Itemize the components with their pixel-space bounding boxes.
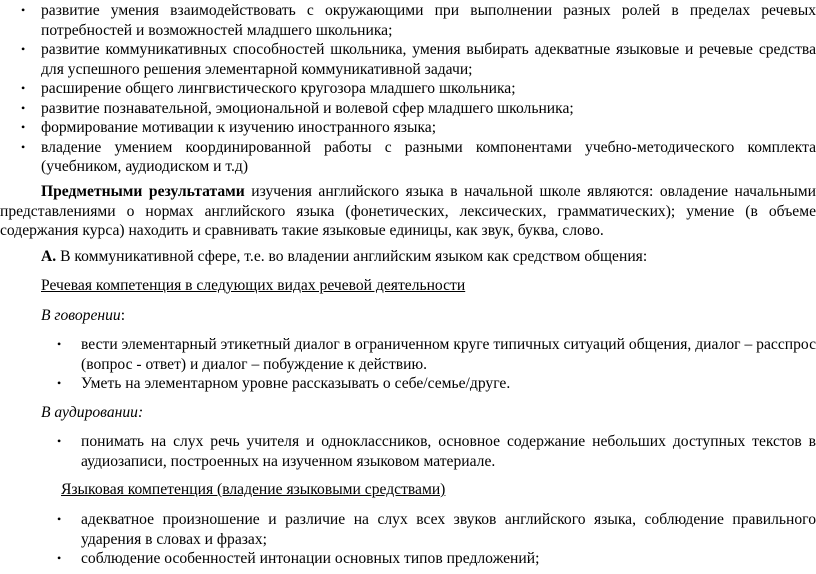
bullet-icon: • (21, 42, 26, 56)
objectives-list (0, 1, 816, 177)
speech-competence-heading: Речевая компетенция в следующих видах речевой деятельности (41, 277, 466, 294)
list-item: • понимать на слух речь учителя и одноклассников, основное содержание небольших доступных текстов в аудиозаписи, построенных на изученном языковом материале. (57, 433, 816, 470)
listening-heading: В аудировании: (41, 404, 144, 421)
subject-results-paragraph: Предметными результатами изучения английского языка в начальной школе являются: овладение начальными представлениями о нормах английского языка (фонетических, лексических, грамматических); умение (в объеме содержания курса) находить и сравнивать такие языковые единицы, как звук, буква, слово. (0, 183, 816, 239)
list-item: • расширение общего лингвистического кругозора младшего школьника; (21, 80, 516, 97)
listening-list (0, 432, 816, 471)
bullet-icon: • (21, 81, 26, 95)
bullet-icon: • (57, 337, 62, 351)
bullet-icon: • (21, 139, 26, 154)
list-item: • развитие познавательной, эмоциональной и волевой сфер младшего школьника; (21, 99, 574, 117)
list-item: • вести элементарный этикетный диалог в ограниченном круге типичных ситуаций общения, диалог – расспрос (вопрос - ответ) и диалог – побуждение к действию. (57, 336, 816, 373)
bullet-icon: • (21, 100, 26, 115)
list-item: • соблюдение особенностей интонации основных типов предложений; (57, 550, 540, 567)
language-competence-heading: Языковая компетенция (владение языковыми средствами) (61, 481, 446, 498)
section-a-line: А. В коммуникативной сфере, т.е. во владении английским языком как средством общения: (41, 248, 648, 265)
bullet-icon: • (21, 120, 26, 134)
bullet-icon: • (57, 551, 62, 565)
bullet-icon: • (57, 434, 62, 448)
list-item: • развитие умения взаимодействовать с окружающими при выполнении разных ролей в пределах речевых потребностей и возможностей младшего школьника; (21, 2, 816, 39)
bullet-icon: • (57, 376, 62, 390)
bullet-icon: • (57, 512, 62, 526)
list-item: • формирование мотивации к изучению иностранного языка; (21, 119, 437, 136)
list-item: • адекватное произношение и различие на слух всех звуков английского языка, соблюдение правильного ударения в словах и фразах; (57, 511, 816, 548)
list-item: • владение умением координированной работы с разными компонентами учебно-методического комплекта (учебником, аудиодиском и т.д) (21, 138, 816, 175)
list-item: • Уметь на элементарном уровне рассказывать о себе/семье/друге. (57, 375, 511, 392)
language-list (0, 510, 816, 569)
list-item: • развитие коммуникативных способностей школьника, умения выбирать адекватные языковые и речевые средства для успешного решения элементарной коммуникативной задачи; (21, 41, 816, 78)
bullet-icon: • (21, 3, 26, 17)
speaking-list (0, 335, 816, 394)
speaking-heading: В говорении: (41, 307, 126, 324)
